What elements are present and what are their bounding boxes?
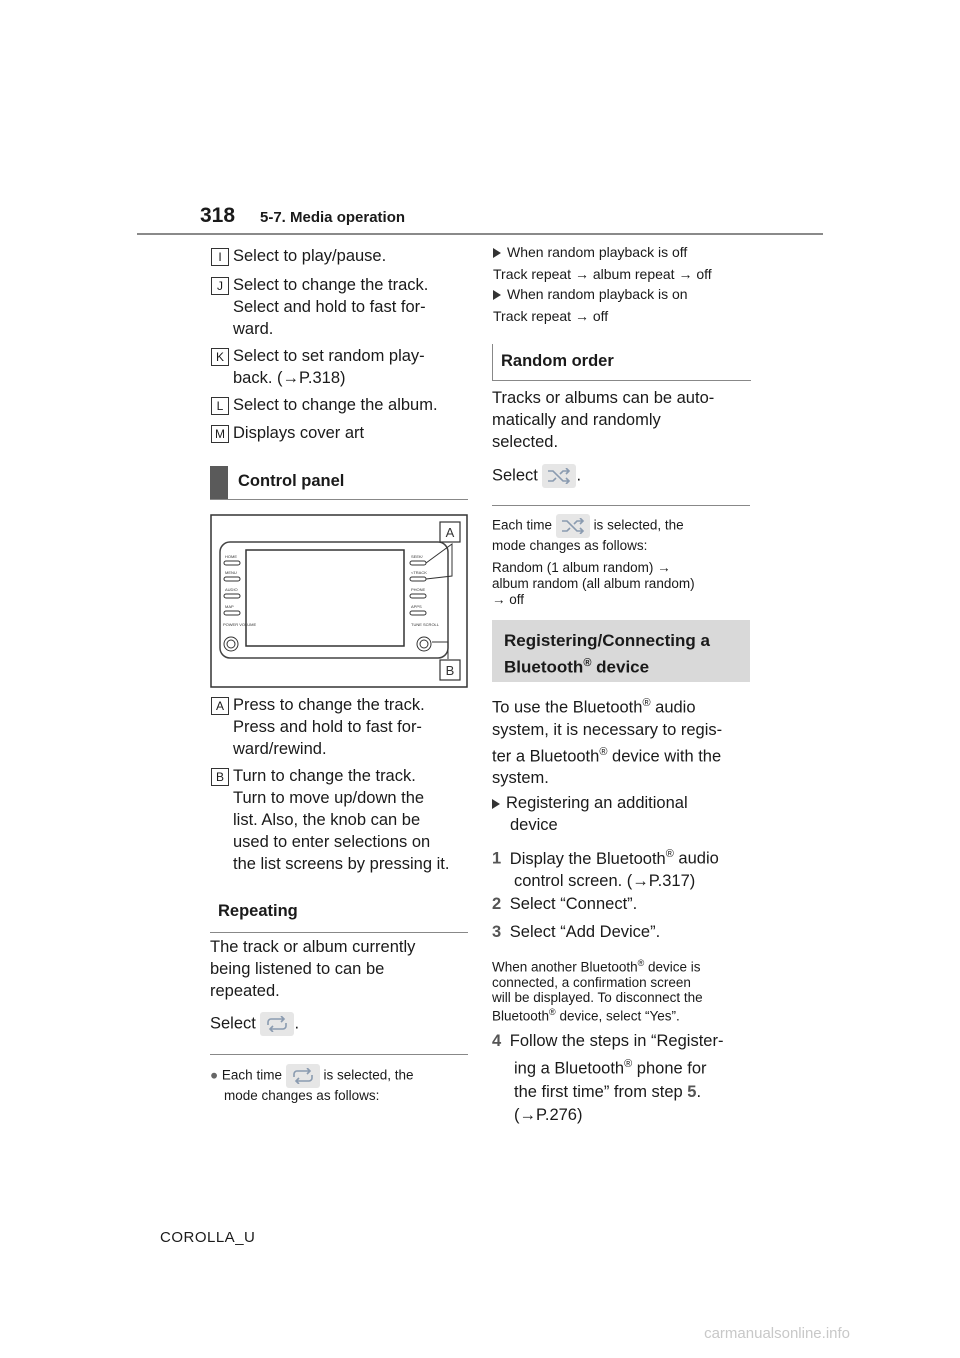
- registered-mark: ®: [642, 697, 651, 709]
- random-order-body: [492, 387, 714, 453]
- item-k-line1: Select to set random play-: [233, 347, 425, 365]
- bt-note: [492, 956, 703, 1023]
- btn-track-label: <TRACK: [411, 570, 427, 575]
- random-note-line1: [492, 514, 695, 538]
- btn-map-label: MAP: [225, 604, 234, 609]
- random-note-line3: Random (1 album random) →: [492, 560, 671, 575]
- bt-sub-line1: Registering an additional: [506, 794, 688, 812]
- registered-mark: ®: [665, 848, 674, 860]
- random-body-line3: selected.: [492, 433, 559, 451]
- bt-step2: [492, 893, 637, 915]
- watermark: carmanualsonline.info: [704, 1325, 850, 1342]
- bluetooth-intro: [492, 692, 722, 789]
- bluetooth-heading-line2: [504, 652, 710, 679]
- btn-tune-label: TUNE SCROLL: [411, 622, 440, 627]
- random-note-line4: album random (all album random): [492, 576, 695, 591]
- bluetooth-heading: [492, 620, 750, 682]
- head-unit-diagram: [210, 514, 468, 688]
- repeating-note-post: is selected, the: [323, 1067, 414, 1083]
- item-b-line5: the list screens by pressing it.: [233, 855, 450, 873]
- step4-line4: (→P.276): [514, 1105, 583, 1124]
- step4-line3-pre: the first time” from step: [514, 1082, 688, 1101]
- random-select-line: [492, 464, 581, 488]
- callout-a: A: [445, 525, 455, 540]
- control-panel-heading-label: Control panel: [238, 472, 345, 490]
- item-k-line2: back. (→P.318): [233, 369, 346, 387]
- repeating-note-line1: [210, 1064, 414, 1088]
- step1-pre: Display the Bluetooth: [509, 849, 666, 868]
- label-b: B: [211, 768, 229, 786]
- bt-note1-post: device is: [644, 959, 701, 975]
- case1-title: [493, 244, 687, 260]
- item-k-text: [233, 345, 425, 389]
- bt-intro1-post: audio: [650, 698, 696, 717]
- footer-model: COROLLA_U: [160, 1229, 256, 1246]
- registered-mark: ®: [599, 745, 608, 758]
- case1-title-text: When random playback is off: [507, 244, 688, 260]
- step4-number: 4: [492, 1032, 502, 1050]
- step4-line1: Follow the steps in “Register-: [509, 1032, 724, 1050]
- bt-intro3-post: device with the: [607, 747, 722, 765]
- bt-step3: [492, 921, 660, 943]
- repeating-note-divider: [210, 1054, 468, 1055]
- random-body-line1: Tracks or albums can be auto-: [492, 389, 715, 407]
- bt-note1-pre: When another Bluetooth: [492, 959, 638, 975]
- repeating-note-line2: mode changes as follows:: [224, 1088, 380, 1103]
- step2-number: 2: [492, 895, 502, 913]
- page-number: 318: [200, 204, 236, 227]
- random-body-line2: matically and randomly: [492, 411, 661, 429]
- btn-menu-label: MENU: [225, 570, 237, 575]
- bt-intro-line2: system, it is necessary to regis-: [492, 720, 723, 739]
- step2-text: Select “Connect”.: [509, 895, 638, 913]
- step1-number: 1: [492, 849, 502, 868]
- btn-phone-label: PHONE: [411, 587, 426, 592]
- item-a-line1: Press to change the track.: [233, 696, 425, 714]
- btn-home-label: HOME: [225, 554, 237, 559]
- case2-title-text: When random playback is on: [507, 286, 688, 302]
- repeat-icon-small: [286, 1064, 320, 1088]
- step4-line3-post: .: [696, 1082, 702, 1101]
- registered-mark: ®: [624, 1058, 633, 1070]
- item-m-text: Displays cover art: [233, 424, 365, 442]
- item-b-line1: Turn to change the track.: [233, 767, 416, 785]
- bt-note-line2: connected, a confirmation screen: [492, 974, 691, 990]
- repeating-note-pre: Each time: [221, 1067, 282, 1083]
- bt-note-line3: will be displayed. To disconnect the: [492, 989, 703, 1005]
- repeating-select-line: [210, 1012, 299, 1036]
- bullet-icon: ●: [210, 1067, 219, 1083]
- repeating-body: [210, 936, 415, 1002]
- label-l: L: [211, 397, 229, 415]
- item-b-line3: list. Also, the knob can be: [233, 811, 421, 829]
- step3-text: Select “Add Device”.: [509, 923, 661, 941]
- item-a-line3: ward/rewind.: [233, 740, 327, 758]
- label-a: A: [211, 697, 229, 715]
- step4-line2-pre: ing a Bluetooth: [514, 1059, 625, 1078]
- case2-text: Track repeat → off: [493, 308, 609, 324]
- step-ref-number: 5: [687, 1082, 697, 1101]
- random-note-post: is selected, the: [593, 517, 684, 533]
- item-j-line2: Select and hold to fast for-: [233, 298, 426, 316]
- bt-heading-pre: Bluetooth: [504, 657, 584, 677]
- item-j-line3: ward.: [233, 320, 274, 338]
- item-b-line2: Turn to move up/down the: [233, 789, 425, 807]
- bt-intro3-pre: ter a Bluetooth: [492, 747, 600, 765]
- random-select-pre: Select: [492, 466, 538, 485]
- step3-number: 3: [492, 923, 502, 941]
- bt-step4: [492, 1030, 723, 1127]
- item-j-text: [233, 274, 428, 340]
- repeating-body-line3: repeated.: [210, 982, 280, 1000]
- random-select-post: .: [576, 466, 582, 485]
- section-title: 5-7. Media operation: [260, 209, 406, 226]
- triangle-bullet-icon: [493, 290, 501, 300]
- bt-subheading: [492, 792, 688, 836]
- btn-power-label: POWER VOLUME: [223, 622, 257, 627]
- bluetooth-heading-label: [504, 630, 710, 679]
- repeating-heading-label: Repeating: [218, 902, 298, 920]
- random-note: [492, 514, 695, 608]
- bt-intro-line1: [492, 692, 722, 719]
- random-order-heading-label: Random order: [501, 352, 614, 370]
- triangle-bullet-icon: [493, 248, 501, 258]
- bt-intro-line4: system.: [492, 769, 549, 787]
- repeating-body-line2: being listened to can be: [210, 960, 385, 978]
- registered-mark: ®: [637, 958, 645, 968]
- case2-title: [493, 286, 688, 302]
- repeating-select-post: .: [294, 1014, 300, 1033]
- bt-heading-post: device: [591, 657, 650, 677]
- bt-sub-line2: device: [510, 816, 558, 834]
- btn-seek-label: SEEK/: [411, 554, 423, 559]
- btn-apps-label: APPS: [411, 604, 422, 609]
- registered-mark: ®: [583, 657, 592, 669]
- triangle-bullet-icon: [492, 799, 500, 809]
- callout-b: B: [445, 663, 455, 678]
- random-order-heading: [492, 344, 751, 381]
- item-i-text: Select to play/pause.: [233, 247, 387, 265]
- item-l-text: Select to change the album.: [233, 396, 438, 414]
- heading-bar: [210, 466, 228, 499]
- label-j: J: [211, 277, 229, 295]
- bt-step1: [492, 843, 719, 892]
- random-note-line5: → off: [492, 592, 525, 607]
- label-i: I: [211, 248, 229, 266]
- bt-note4-post: device, select “Yes”.: [555, 1008, 680, 1023]
- bluetooth-heading-line1: Registering/Connecting a: [504, 631, 710, 650]
- step1-line2: control screen. (→P.317): [514, 871, 696, 890]
- bt-intro1-pre: To use the Bluetooth: [492, 698, 643, 717]
- btn-audio-label: AUDIO: [225, 587, 238, 592]
- repeat-icon: [260, 1012, 294, 1036]
- random-note-pre: Each time: [492, 517, 553, 533]
- step1-post: audio: [673, 849, 719, 868]
- item-a-line2: Press and hold to fast for-: [233, 718, 422, 736]
- bt-intro-line3: [492, 741, 722, 768]
- random-note-divider: [492, 505, 750, 506]
- label-m: M: [211, 425, 229, 443]
- repeating-note: [210, 1064, 414, 1104]
- control-panel-heading: [210, 466, 468, 500]
- item-b-text: [233, 765, 449, 875]
- bt-note4-pre: Bluetooth: [492, 1008, 550, 1023]
- item-b-line4: used to enter selections on: [233, 833, 431, 851]
- repeating-select-pre: Select: [210, 1014, 256, 1033]
- item-j-line1: Select to change the track.: [233, 276, 429, 294]
- random-note-line2: mode changes as follows:: [492, 538, 648, 553]
- label-k: K: [211, 348, 229, 366]
- step4-line2-post: phone for: [632, 1059, 707, 1078]
- repeating-body-line1: The track or album currently: [210, 938, 416, 956]
- control-panel-illustration: [210, 514, 468, 688]
- header-rule: [137, 233, 823, 235]
- shuffle-icon: [542, 464, 576, 488]
- shuffle-icon-small: [556, 514, 590, 538]
- case1-text: Track repeat → album repeat → off: [493, 266, 712, 282]
- registered-mark: ®: [549, 1006, 556, 1017]
- item-a-text: [233, 694, 425, 760]
- repeating-heading: [210, 896, 468, 933]
